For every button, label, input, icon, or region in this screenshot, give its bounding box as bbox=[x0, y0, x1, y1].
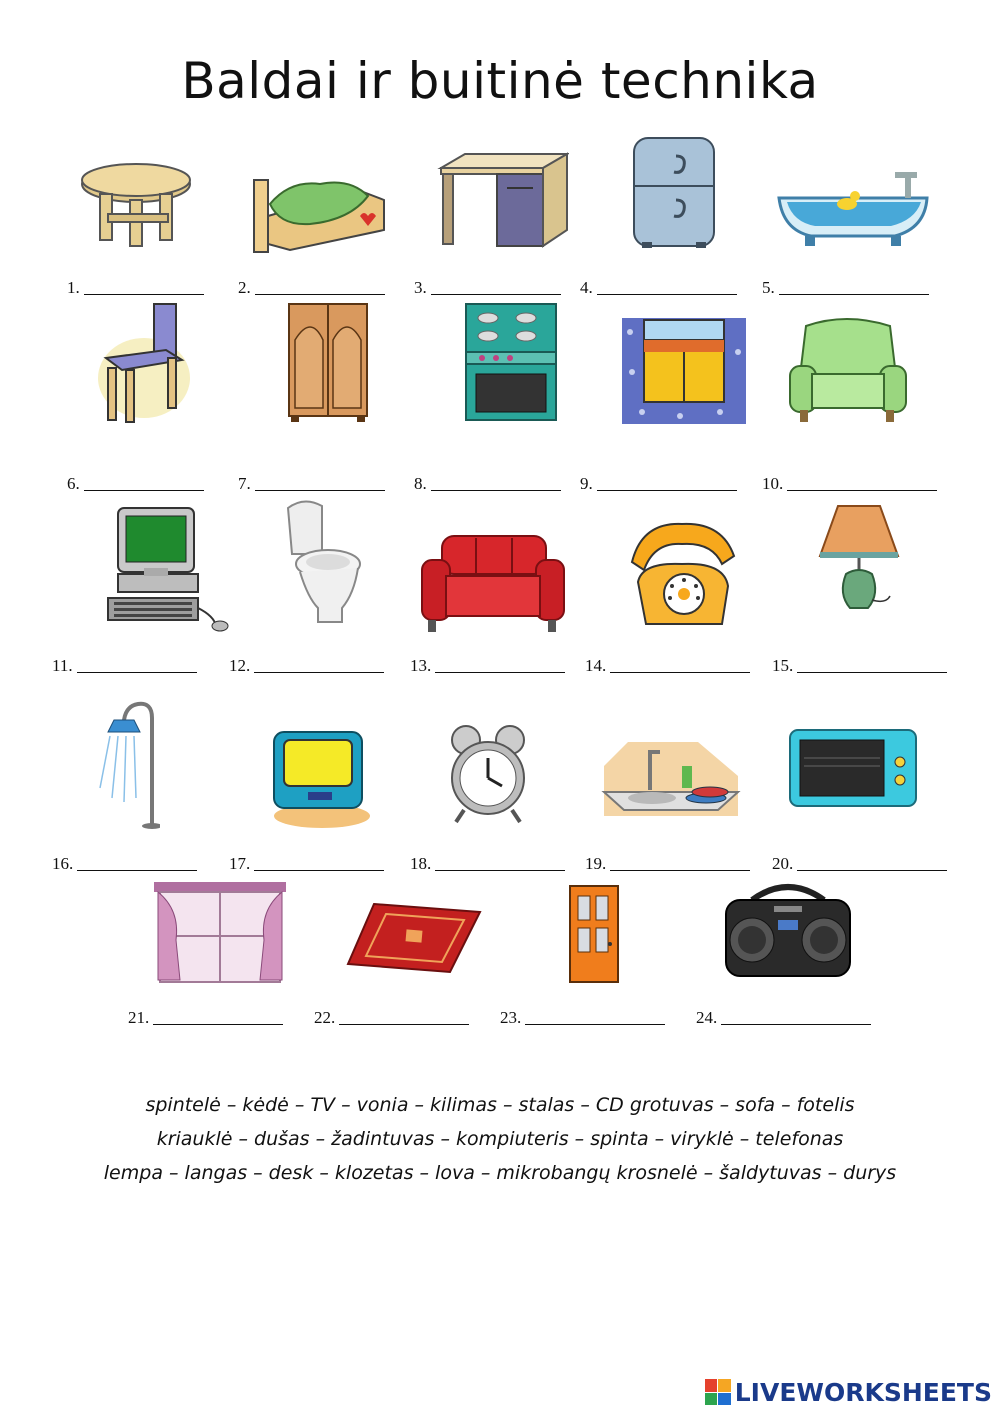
answer-blank[interactable] bbox=[431, 489, 561, 491]
liveworksheets-logo-icon bbox=[705, 1379, 731, 1405]
stove-icon bbox=[462, 300, 560, 424]
carpet-icon bbox=[344, 896, 482, 976]
answer-blank[interactable] bbox=[525, 1023, 665, 1025]
answer-label: 9. bbox=[580, 474, 737, 494]
lamp-icon bbox=[816, 500, 902, 618]
brand-name: LIVEWORKSHEETS bbox=[734, 1377, 992, 1407]
answer-label: 6. bbox=[67, 474, 204, 494]
answer-blank[interactable] bbox=[787, 489, 937, 491]
chair-icon bbox=[96, 298, 192, 428]
wardrobe-icon bbox=[285, 300, 371, 424]
microwave-icon bbox=[786, 722, 920, 814]
answer-label: 4. bbox=[580, 278, 737, 298]
answer-label: 15. bbox=[772, 656, 947, 676]
answer-blank[interactable] bbox=[153, 1023, 283, 1025]
answer-blank[interactable] bbox=[255, 489, 385, 491]
telephone-icon bbox=[622, 512, 742, 634]
answer-blank[interactable] bbox=[779, 293, 929, 295]
answer-label: 18. bbox=[410, 854, 565, 874]
answer-label: 10. bbox=[762, 474, 937, 494]
answer-blank[interactable] bbox=[254, 671, 384, 673]
answer-blank[interactable] bbox=[435, 869, 565, 871]
answer-label: 2. bbox=[238, 278, 385, 298]
answer-label: 7. bbox=[238, 474, 385, 494]
answer-blank[interactable] bbox=[84, 293, 204, 295]
answer-blank[interactable] bbox=[77, 869, 197, 871]
word-bank-line: kriauklė – dušas – žadintuvas – kompiuteris – spinta – viryklė – telefonas bbox=[156, 1128, 844, 1150]
answer-label: 20. bbox=[772, 854, 947, 874]
answer-blank[interactable] bbox=[610, 869, 750, 871]
liveworksheets-logo bbox=[705, 1376, 992, 1408]
answer-blank[interactable] bbox=[254, 869, 384, 871]
word-bank-line: spintelė – kėdė – TV – vonia – kilimas – stalas – CD grotuvas – sofa – fotelis bbox=[145, 1094, 855, 1116]
answer-blank[interactable] bbox=[721, 1023, 871, 1025]
answer-label: 8. bbox=[414, 474, 561, 494]
answer-label: 24. bbox=[696, 1008, 871, 1028]
answer-label: 3. bbox=[414, 278, 561, 298]
answer-label: 23. bbox=[500, 1008, 665, 1028]
answer-label: 11. bbox=[52, 656, 197, 676]
answer-label: 16. bbox=[52, 854, 197, 874]
armchair-icon bbox=[786, 316, 910, 426]
answer-label: 19. bbox=[585, 854, 750, 874]
answer-blank[interactable] bbox=[797, 671, 947, 673]
answer-label: 12. bbox=[229, 656, 384, 676]
cabinet-icon bbox=[620, 312, 748, 426]
answer-label: 21. bbox=[128, 1008, 283, 1028]
desk-icon bbox=[437, 152, 569, 248]
alarm-clock-icon bbox=[446, 724, 530, 826]
answer-label: 13. bbox=[410, 656, 565, 676]
answer-blank[interactable] bbox=[797, 869, 947, 871]
bathtub-icon bbox=[775, 168, 931, 250]
answer-label: 17. bbox=[229, 854, 384, 874]
answer-label: 1. bbox=[67, 278, 204, 298]
answer-blank[interactable] bbox=[597, 489, 737, 491]
answer-blank[interactable] bbox=[339, 1023, 469, 1025]
answer-blank[interactable] bbox=[431, 293, 561, 295]
door-icon bbox=[568, 884, 620, 984]
answer-blank[interactable] bbox=[77, 671, 197, 673]
table-icon bbox=[78, 160, 194, 250]
tv-icon bbox=[268, 726, 370, 830]
sofa-icon bbox=[418, 530, 566, 634]
answer-label: 5. bbox=[762, 278, 929, 298]
answer-blank[interactable] bbox=[255, 293, 385, 295]
answer-blank[interactable] bbox=[597, 293, 737, 295]
shower-icon bbox=[96, 698, 160, 830]
window-icon bbox=[150, 880, 290, 986]
word-bank-line: lempa – langas – desk – klozetas – lova – mikrobangų krosnelė – šaldytuvas – durys bbox=[103, 1162, 897, 1184]
answer-label: 22. bbox=[314, 1008, 469, 1028]
answer-blank[interactable] bbox=[84, 489, 204, 491]
computer-icon bbox=[104, 504, 230, 632]
bed-icon bbox=[250, 160, 388, 254]
cd-player-icon bbox=[722, 880, 854, 980]
answer-label: 14. bbox=[585, 656, 750, 676]
answer-blank[interactable] bbox=[435, 671, 565, 673]
toilet-icon bbox=[278, 498, 364, 628]
page-title: Baldai ir buitinė technika bbox=[181, 52, 819, 110]
answer-blank[interactable] bbox=[610, 671, 750, 673]
sink-icon bbox=[598, 736, 744, 826]
fridge-icon bbox=[628, 134, 720, 250]
